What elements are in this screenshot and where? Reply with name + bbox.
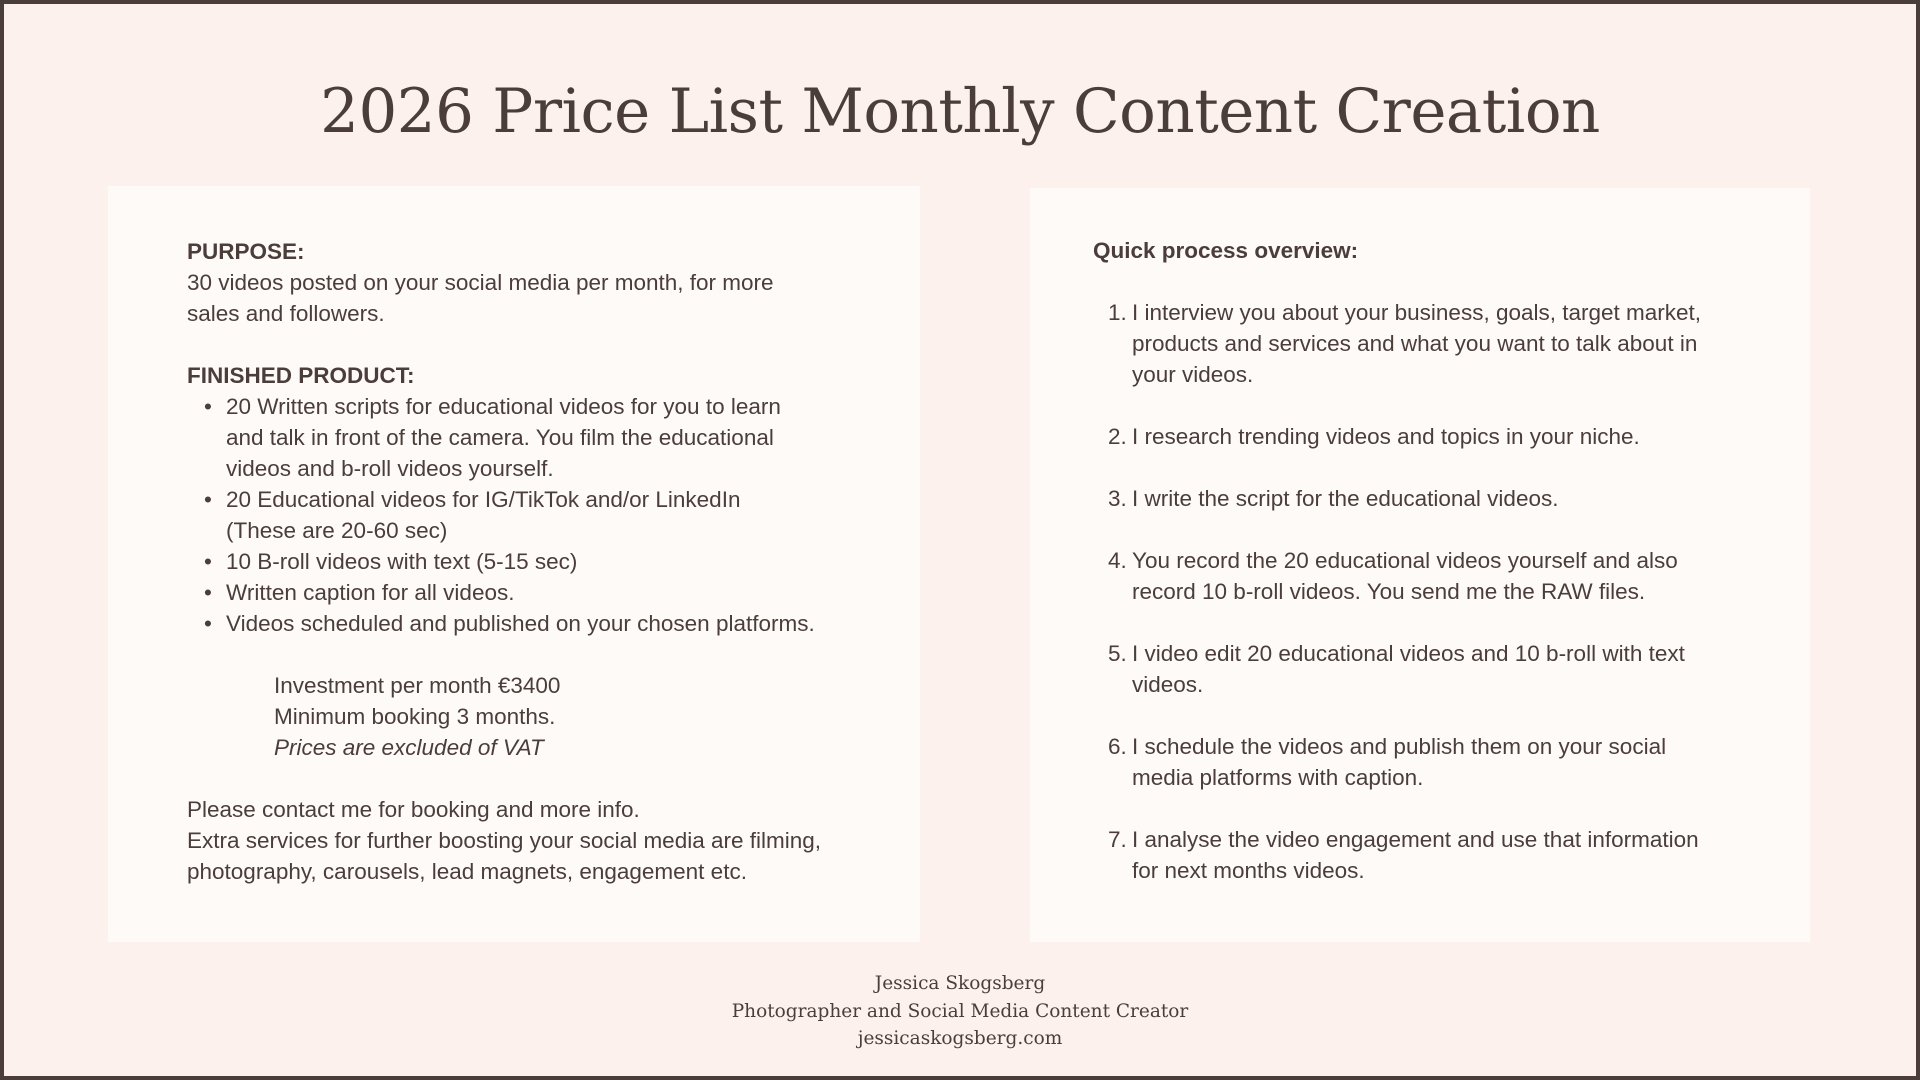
purpose-line: sales and followers. — [187, 301, 385, 326]
vat-note: Prices are excluded of VAT — [274, 735, 544, 760]
process-step — [1093, 421, 1783, 452]
process-steps-list — [1093, 297, 1783, 886]
process-overview-card — [1030, 188, 1810, 942]
contact-line: Extra services for further boosting your social media are filming, — [187, 828, 822, 853]
page-title: 2026 Price List Monthly Content Creation — [320, 76, 1600, 147]
purpose-line: 30 videos posted on your social media per month, for more — [187, 270, 774, 295]
list-item-line: 20 Written scripts for educational videos for you to learn — [226, 394, 781, 419]
step-number: 4. — [1108, 548, 1127, 573]
finished-product-heading: FINISHED PRODUCT: — [187, 363, 415, 388]
contact-line: Please contact me for booking and more info. — [187, 797, 640, 822]
contact-text — [187, 794, 887, 887]
list-item — [187, 546, 887, 577]
step-line: I write the script for the educational videos. — [1132, 486, 1559, 511]
process-step — [1093, 297, 1783, 390]
list-item — [187, 484, 887, 546]
list-item-line: and talk in front of the camera. You film the educational — [226, 425, 774, 450]
bullet-icon: • — [204, 394, 212, 419]
step-line: I video edit 20 educational videos and 10 b-roll with text — [1132, 641, 1685, 666]
list-item-line: (These are 20-60 sec) — [226, 518, 448, 543]
step-number: 3. — [1108, 486, 1127, 511]
footer — [4, 970, 1916, 1053]
list-item-line: videos and b-roll videos yourself. — [226, 456, 554, 481]
bullet-icon: • — [204, 580, 212, 605]
step-number: 1. — [1108, 300, 1127, 325]
bullet-icon: • — [204, 487, 212, 512]
process-step — [1093, 731, 1783, 793]
process-step — [1093, 824, 1783, 886]
list-item-line: 10 B-roll videos with text (5-15 sec) — [226, 549, 578, 574]
list-item — [187, 391, 887, 484]
website-link[interactable]: jessicaskogsberg.com — [857, 1028, 1063, 1049]
step-line: I research trending videos and topics in your niche. — [1132, 424, 1640, 449]
service-details-content — [187, 236, 887, 887]
spacer — [1093, 266, 1783, 297]
step-line: I analyse the video engagement and use that information — [1132, 827, 1699, 852]
spacer — [187, 763, 887, 794]
author-role: Photographer and Social Media Content Creator — [731, 1000, 1189, 1022]
spacer — [187, 639, 887, 670]
contact-line: photography, carousels, lead magnets, engagement etc. — [187, 859, 747, 884]
author-name: Jessica Skogsberg — [874, 973, 1046, 994]
step-line: record 10 b-roll videos. You send me the RAW files. — [1132, 579, 1646, 604]
step-number: 6. — [1108, 734, 1127, 759]
purpose-heading: PURPOSE: — [187, 239, 305, 264]
list-item — [187, 608, 887, 639]
step-number: 5. — [1108, 641, 1127, 666]
list-item-line: Written caption for all videos. — [226, 580, 515, 605]
purpose-text — [187, 267, 887, 329]
finished-product-list — [187, 391, 887, 639]
process-step — [1093, 638, 1783, 700]
list-item-line: Videos scheduled and published on your chosen platforms. — [226, 611, 815, 636]
investment-price: Investment per month €3400 — [274, 673, 561, 698]
step-line: media platforms with caption. — [1132, 765, 1424, 790]
step-line: You record the 20 educational videos yourself and also — [1132, 548, 1678, 573]
step-line: I interview you about your business, goals, target market, — [1132, 300, 1702, 325]
bullet-icon: • — [204, 549, 212, 574]
process-step — [1093, 545, 1783, 607]
step-line: for next months videos. — [1132, 858, 1365, 883]
step-line: videos. — [1132, 672, 1204, 697]
list-item-line: 20 Educational videos for IG/TikTok and/or LinkedIn — [226, 487, 741, 512]
step-number: 7. — [1108, 827, 1127, 852]
process-step — [1093, 483, 1783, 514]
spacer — [187, 329, 887, 360]
step-number: 2. — [1108, 424, 1127, 449]
process-heading: Quick process overview: — [1093, 238, 1359, 263]
process-overview-content — [1093, 235, 1783, 886]
pricing-block — [187, 670, 887, 763]
step-line: I schedule the videos and publish them on your social — [1132, 734, 1667, 759]
step-line: products and services and what you want to talk about in — [1132, 331, 1698, 356]
service-details-card — [108, 186, 920, 942]
step-line: your videos. — [1132, 362, 1254, 387]
minimum-booking: Minimum booking 3 months. — [274, 704, 556, 729]
list-item — [187, 577, 887, 608]
bullet-icon: • — [204, 611, 212, 636]
price-list-page — [4, 4, 1916, 1076]
